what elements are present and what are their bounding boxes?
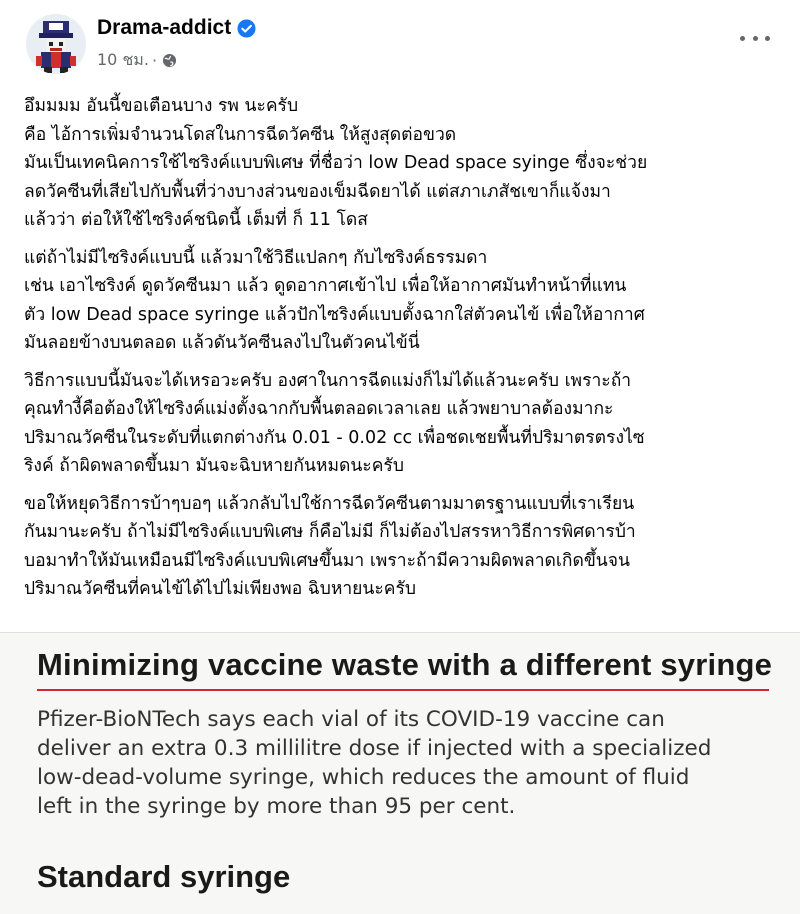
text-line: เช่น เอาไซริงค์ ดูดวัคซีนมา แล้ว ดูดอากาศเข้าไป เพื่อให้อากาศมันทำหน้าที่แทน xyxy=(24,276,627,296)
meta-separator: · xyxy=(151,51,158,70)
post-meta xyxy=(97,48,177,73)
more-dot xyxy=(740,36,745,41)
text-line: แต่ถ้าไม่มีไซริงค์แบบนี้ แล้วมาใช้วิธีแปลกๆ กับไซริงค์ธรรมดา xyxy=(24,247,488,268)
post-body xyxy=(24,92,784,613)
text-line: ปริมาณวัคซีนในระดับที่แตกต่างกัน 0.01 - 0.02 cc เพื่อชดเชยพื้นที่ปริมาตรตรงไซ xyxy=(24,427,645,448)
post-paragraph xyxy=(24,244,784,358)
text-line: ขอให้หยุดวิธีการบ้าๆบอๆ แล้วกลับไปใช้การฉีดวัคซีนตามมาตรฐานแบบที่เราเรียน xyxy=(24,493,635,514)
avatar[interactable] xyxy=(26,14,86,74)
text-line: ตัว low Dead space syringe แล้วปักไซริงค์แบบตั้งฉากใส่ตัวคนไข้ เพื่อให้อากาศ xyxy=(24,304,645,325)
text-line: กันมานะครับ ถ้าไม่มีไซริงค์แบบพิเศษ ก็คือไม่มี ก็ไม่ต้องไปสรรหาวิธีการพิศดารบ้า xyxy=(24,522,636,542)
text-line: ริงค์ ถ้าผิดพลาดขึ้นมา มันจะฉิบหายกันหมดนะครับ xyxy=(24,456,404,476)
text-line: คือ ไอ้การเพิ่มจำนวนโดสในการฉีดวัคซีน ให้สูงสุดต่อขวด xyxy=(24,124,457,145)
post-paragraph xyxy=(24,367,784,481)
text-line: วิธีการแบบนี้มันจะได้เหรอวะครับ องศาในการฉีดแม่งก็ไม่ได้แล้วนะครับ เพราะถ้า xyxy=(24,370,632,391)
more-dot xyxy=(753,36,758,41)
attached-image[interactable] xyxy=(0,632,800,914)
post-paragraph xyxy=(24,490,784,604)
post-timestamp[interactable]: 10 ชม. xyxy=(97,50,149,69)
verified-badge-icon xyxy=(237,19,256,38)
image-headline: Minimizing vaccine waste with a different syringe xyxy=(37,647,773,682)
post-paragraph xyxy=(24,92,784,235)
text-line: ลดวัคซีนที่เสียไปกับพื้นที่ว่างบางส่วนของเข็มฉีดยาได้ แต่สภาเภสัชเขาก็แจ้งมา xyxy=(24,181,611,202)
globe-icon[interactable] xyxy=(162,53,177,68)
text-line: อึมมมม อันนี้ขอเตือนบาง รพ นะครับ xyxy=(24,96,299,116)
image-subheading: Standard syringe xyxy=(37,859,291,894)
more-dot xyxy=(765,36,770,41)
post-header xyxy=(0,0,800,88)
text-line: คุณทำงี้คือต้องให้ไซริงค์แม่งตั้งฉากกับพื้นตลอดเวลาเลย แล้วพยาบาลต้องมากะ xyxy=(24,399,614,419)
avatar-illustration xyxy=(26,14,86,74)
image-text-line: deliver an extra 0.3 millilitre dose if injected with a specialized xyxy=(37,736,712,761)
text-line: บอมาทำให้มันเหมือนมีไซริงค์แบบพิเศษขึ้นมา เพราะถ้ามีความผิดพลาดเกิดขึ้นจน xyxy=(24,550,630,571)
image-text-line: low-dead-volume syringe, which reduces the amount of fluid xyxy=(37,765,690,790)
text-line: แล้วว่า ต่อให้ใช้ไซริงค์ชนิดนี้ เต็มที่ ก็ 11 โดส xyxy=(24,210,368,230)
image-text-line: left in the syringe by more than 95 per cent. xyxy=(37,794,516,819)
text-line: มันลอยข้างบนตลอด แล้วดันวัคซีนลงไปในตัวคนไข้นี่ xyxy=(24,333,420,353)
text-line: ปริมาณวัคซีนที่คนไข้ได้ไปไม่เพียงพอ ฉิบหายนะครับ xyxy=(24,579,417,599)
more-options-icon[interactable] xyxy=(740,28,770,48)
headline-underline xyxy=(37,689,769,691)
image-text-line: Pfizer-BioNTech says each vial of its COVID-19 vaccine can xyxy=(37,707,665,732)
author-row xyxy=(97,16,256,40)
author-name[interactable]: Drama-addict xyxy=(97,16,232,39)
image-body-text xyxy=(37,705,782,821)
text-line: มันเป็นเทคนิคการใช้ไซริงค์แบบพิเศษ ที่ชื่อว่า low Dead space syinge ซึ่งจะช่วย xyxy=(24,153,648,173)
